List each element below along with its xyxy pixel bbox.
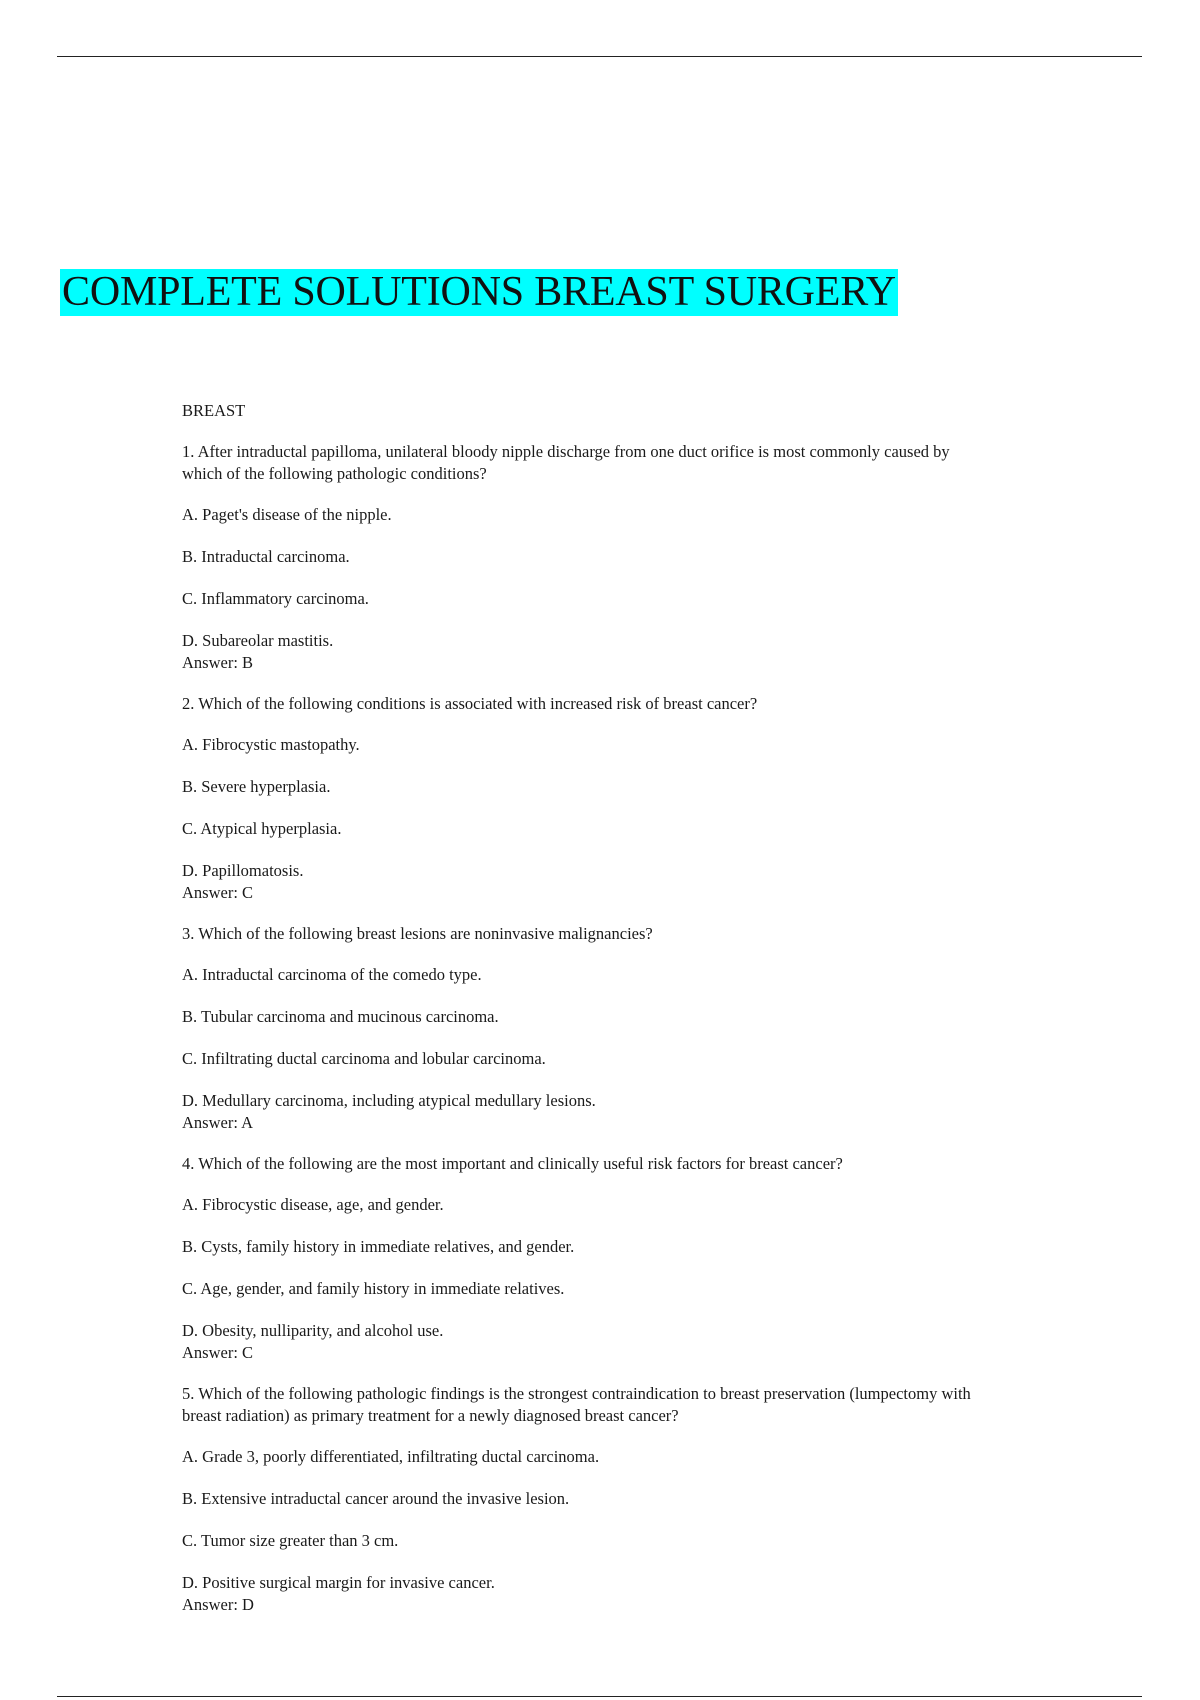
answer-line: Answer: D [182,1595,254,1614]
answer-line: Answer: C [182,883,254,902]
answer-line: Answer: B [182,653,254,672]
bottom-rule [57,1696,1142,1697]
question-3 [182,923,972,1134]
question-stem: 4. Which of the following are the most important and clinically useful risk factors for breast cancer? [182,1154,843,1173]
option-a: A. Grade 3, poorly differentiated, infiltrating ductal carcinoma. [182,1447,600,1466]
option-a: A. Fibrocystic disease, age, and gender. [182,1195,444,1214]
answer-line: Answer: A [182,1113,254,1132]
question-5 [182,1383,972,1616]
option-c: C. Tumor size greater than 3 cm. [182,1531,399,1550]
option-a: A. Paget's disease of the nipple. [182,505,392,524]
document-body [182,400,972,1635]
option-c: C. Atypical hyperplasia. [182,819,342,838]
option-d: D. Subareolar mastitis. [182,631,334,650]
option-b: B. Extensive intraductal cancer around the invasive lesion. [182,1489,570,1508]
option-b: B. Cysts, family history in immediate relatives, and gender. [182,1237,575,1256]
option-c: C. Infiltrating ductal carcinoma and lobular carcinoma. [182,1049,546,1068]
option-a: A. Fibrocystic mastopathy. [182,735,360,754]
document-title: COMPLETE SOLUTIONS BREAST SURGERY [62,269,896,315]
option-d: D. Obesity, nulliparity, and alcohol use. [182,1321,444,1340]
option-d: D. Positive surgical margin for invasive cancer. [182,1573,495,1592]
section-heading: BREAST [182,401,246,420]
question-stem: 2. Which of the following conditions is associated with increased risk of breast cancer? [182,694,758,713]
option-b: B. Intraductal carcinoma. [182,547,350,566]
option-c: C. Age, gender, and family history in immediate relatives. [182,1279,565,1298]
option-b: B. Tubular carcinoma and mucinous carcinoma. [182,1007,499,1026]
question-stem: 5. Which of the following pathologic findings is the strongest contraindication to breast preservation (lumpectomy with breast radiation) as primary treatment for a newly diagnosed breast cancer? [182,1384,971,1425]
question-stem: 1. After intraductal papilloma, unilateral bloody nipple discharge from one duct orifice is most commonly caused by which of the following pathologic conditions? [182,442,950,483]
option-c: C. Inflammatory carcinoma. [182,589,369,608]
question-4 [182,1153,972,1364]
option-a: A. Intraductal carcinoma of the comedo type. [182,965,482,984]
option-d: D. Papillomatosis. [182,861,304,880]
question-stem: 3. Which of the following breast lesions are noninvasive malignancies? [182,924,653,943]
answer-line: Answer: C [182,1343,254,1362]
question-1 [182,441,972,674]
question-2 [182,693,972,904]
option-d: D. Medullary carcinoma, including atypical medullary lesions. [182,1091,596,1110]
top-rule [57,56,1142,57]
option-b: B. Severe hyperplasia. [182,777,331,796]
